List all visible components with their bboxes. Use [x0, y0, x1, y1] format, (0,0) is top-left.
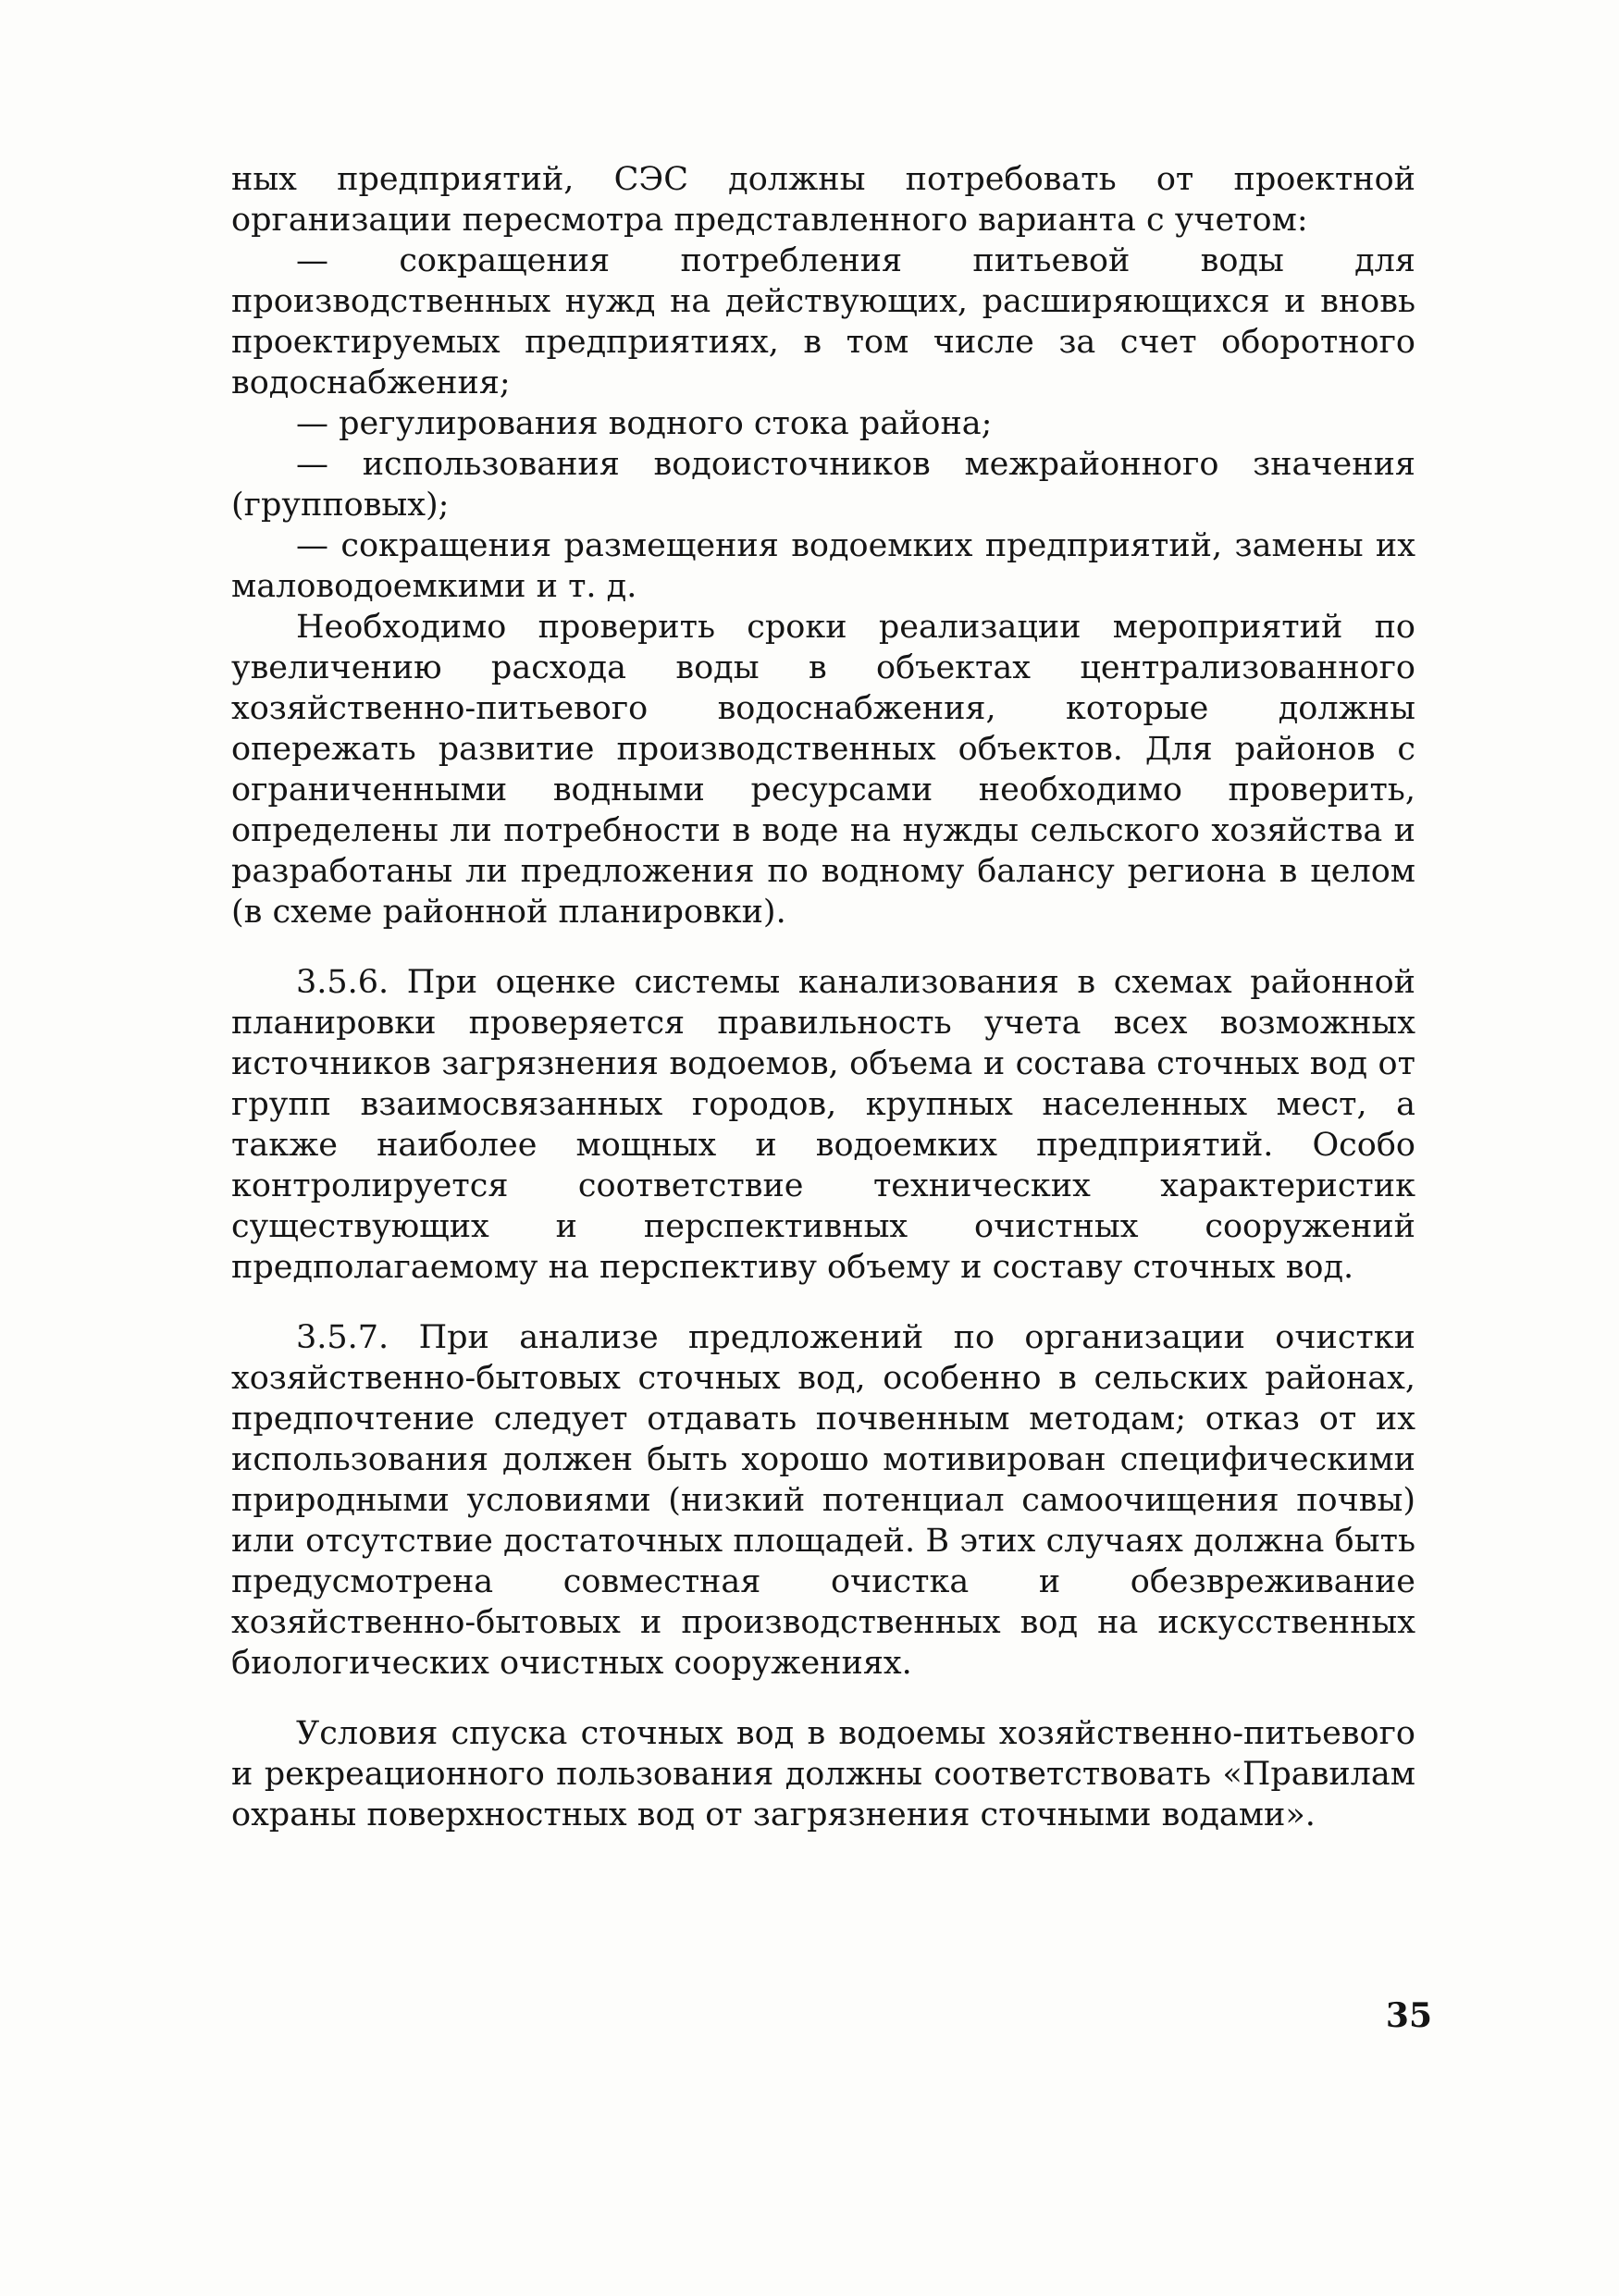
paragraph-discharge-conditions: Условия спуска сточных вод в водоемы хозяйственно-питьевого и рекреационного пользования должны соответствовать «Правилам охраны поверхностных вод от загрязнения сточными водами». [231, 1715, 1415, 1833]
paragraph-water-supply: Необходимо проверить сроки реализации мероприятий по увеличению расхода воды в объектах централизованного хозяйственно-питьевого водоснабжения, которые должны опережать развитие производственных объектов. Для районов с ограниченными водными ресурсами необходимо проверить, определены ли потребности в воде на нужды сельского хозяйства и разработаны ли предложения по водному балансу региона в целом (в схеме районной планировки). [231, 609, 1415, 931]
list-item: — сокращения потребления питьевой воды для производственных нужд на действующих, расширяющихся и вновь проектируемых предприятиях, в том числе за счет оборотного водоснабжения; [231, 242, 1415, 401]
page-number: 35 [1385, 1996, 1432, 2035]
paragraph-3-5-7: 3.5.7. При анализе предложений по организации очистки хозяйственно-бытовых сточных вод, особенно в сельских районах, предпочтение следует отдавать почвенным методам; отказ от их использования должен быть хорошо мотивирован специфическими природными условиями (низкий потенциал самоочищения почвы) или отсутствие достаточных площадей. В этих случаях должна быть предусмотрена совместная очистка и обезвреживание хозяйственно-бытовых и производственных вод на искусственных биологических очистных сооружениях. [231, 1319, 1415, 1682]
list-item: — регулирования водного стока района; [296, 405, 993, 442]
body-text [231, 159, 1415, 1835]
paragraph-3-5-6: 3.5.6. При оценке системы канализования в схемах районной планировки проверяется правильность учета всех возможных источников загрязнения водоемов, объема и состава сточных вод от групп взаимосвязанных городов, крупных населенных мест, а также наиболее мощных и водоемких предприятий. Особо контролируется соответствие технических характеристик существующих и перспективных очистных сооружений предполагаемому на перспективу объему и составу сточных вод. [231, 964, 1415, 1286]
list-item: — использования водоисточников межрайонного значения (групповых); [231, 446, 1415, 524]
intro-paragraph: ных предприятий, СЭС должны потребовать от проектной организации пересмотра представленного варианта с учетом: [231, 161, 1415, 239]
list-item: — сокращения размещения водоемких предприятий, замены их маловодоемкими и т. д. [231, 527, 1415, 605]
